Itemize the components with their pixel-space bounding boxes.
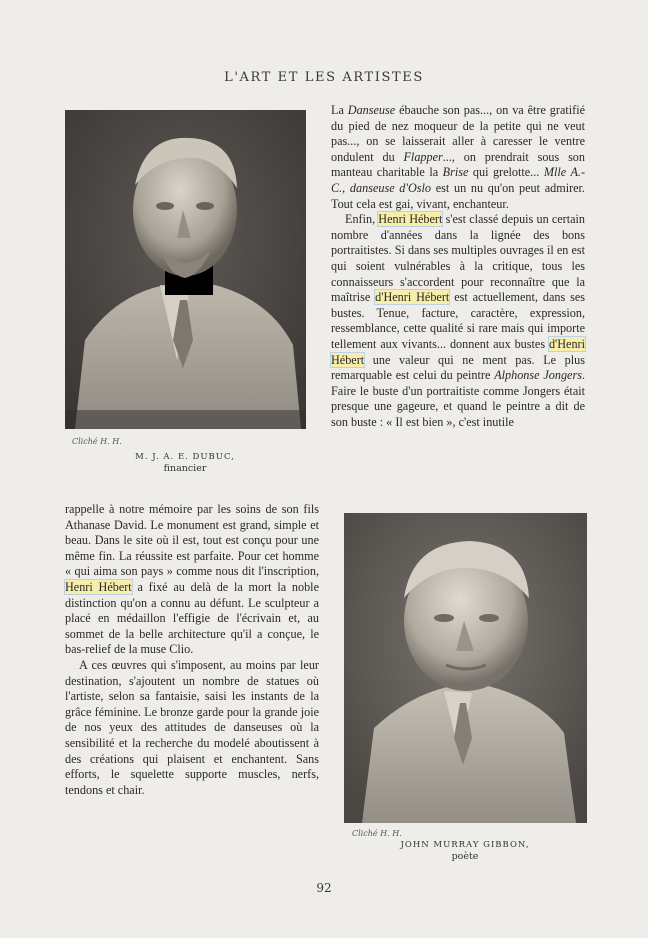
text-run: Enfin, xyxy=(345,212,379,227)
italic-text: Danseuse xyxy=(347,103,396,117)
bust-photo-gibbon xyxy=(344,513,587,823)
left-column-text xyxy=(65,502,319,798)
text-run: rappelle à notre mémoire par les soins de son fils Athanase David. Le monument est grand, simple et beau. Dans le site où il est, tout est conçu pour une même fin. La réussite est parfaite. Pour cet homme « qui aima son pays » comme nous dit l'inscription, xyxy=(65,502,319,579)
bust-photo-dubuc xyxy=(65,110,306,429)
italic-text: Flapper xyxy=(403,149,443,164)
text-run: qui grelotte... xyxy=(468,165,544,180)
text-run: La xyxy=(331,103,348,117)
text-run: s'est classé depuis un certain nombre d'années dans la lignée des bons portraitistes. Si dans ses multiples ouvrages il en est qui soient vulnérables à la critique, tous les connaisseurs s'accordent pour reconnaître que la maîtrise xyxy=(331,212,585,305)
text-run: est actuellement, dans ses bustes. Tenue, facture, caractère, expression, ressemblance, cette qualité si rare mais qui importe tellement aux vivants... donnent aux bustes xyxy=(331,290,585,351)
caption-name: M. J. A. E. DUBUC, xyxy=(135,452,235,462)
text-run: ébauche son pas..., on va être gratifié du pied de nez moqueur de la petite qui ne veut pas..., on se laisserait aller à caresser le ventre ondulent du xyxy=(331,103,585,164)
highlighted-name[interactable]: Henri Hébert xyxy=(378,212,443,227)
highlighted-name[interactable]: Henri Hébert xyxy=(65,579,132,594)
figure-caption-2 xyxy=(390,839,540,863)
text-run: est un nu qu'on peut admirer. Tout cela est gai, vivant, enchanteur. xyxy=(331,180,585,211)
highlighted-name[interactable]: d'Henri Hébert xyxy=(331,336,585,367)
running-header: L'ART ET LES ARTISTES xyxy=(224,70,424,85)
text-run: ..., on prendrait sous son manteau charitable la xyxy=(331,149,585,180)
caption-role: poète xyxy=(451,851,479,862)
italic-text: Mlle A.-C., danseuse d'Oslo xyxy=(331,165,585,195)
highlighted-name[interactable]: d'Henri Hébert xyxy=(375,290,450,305)
right-column-text xyxy=(331,103,585,430)
caption-name: JOHN MURRAY GIBBON, xyxy=(400,840,530,850)
text-run: une valeur qui ne ment pas. Le plus remarquable est celui du peintre xyxy=(331,352,585,383)
italic-text: Alphonse Jongers xyxy=(494,368,582,383)
caption-role: financier xyxy=(163,463,207,474)
text-run: a fixé au delà de la mort la noble distinction qu'on a connu au défunt. Le sculpteur a placé en médaillon l'effigie de l'écrivain et, au sommet de la belle architecture qu'il a conçue, le bas-relief de la muse Clio. xyxy=(65,579,319,657)
page-number: 92 xyxy=(316,881,332,895)
text-run: . Faire le buste d'un portraitiste comme Jongers était presque une gageure, et quand le peintre a dit de son buste : « Il est bien », c'est inutile xyxy=(331,368,585,429)
figure-caption-1 xyxy=(110,451,260,475)
photo-credit-1: Cliché H. H. xyxy=(72,437,122,446)
photo-credit-2: Cliché H. H. xyxy=(352,829,402,838)
italic-text: Brise xyxy=(442,165,469,180)
paragraph: A ces œuvres qui s'imposent, au moins par leur destination, s'ajoutent un nombre de statues où l'artiste, selon sa fantaisie, saisi les instants de la grâce féminine. Le bronze garde pour la grande joie de nos yeux des attitudes de danseuses où la sensibilité et la recherche du modelé aboutissent à des créations qui plaisent et enchantent. Sans efforts, le squelette supporte muscles, nerfs, tendons et chair. xyxy=(65,657,319,797)
